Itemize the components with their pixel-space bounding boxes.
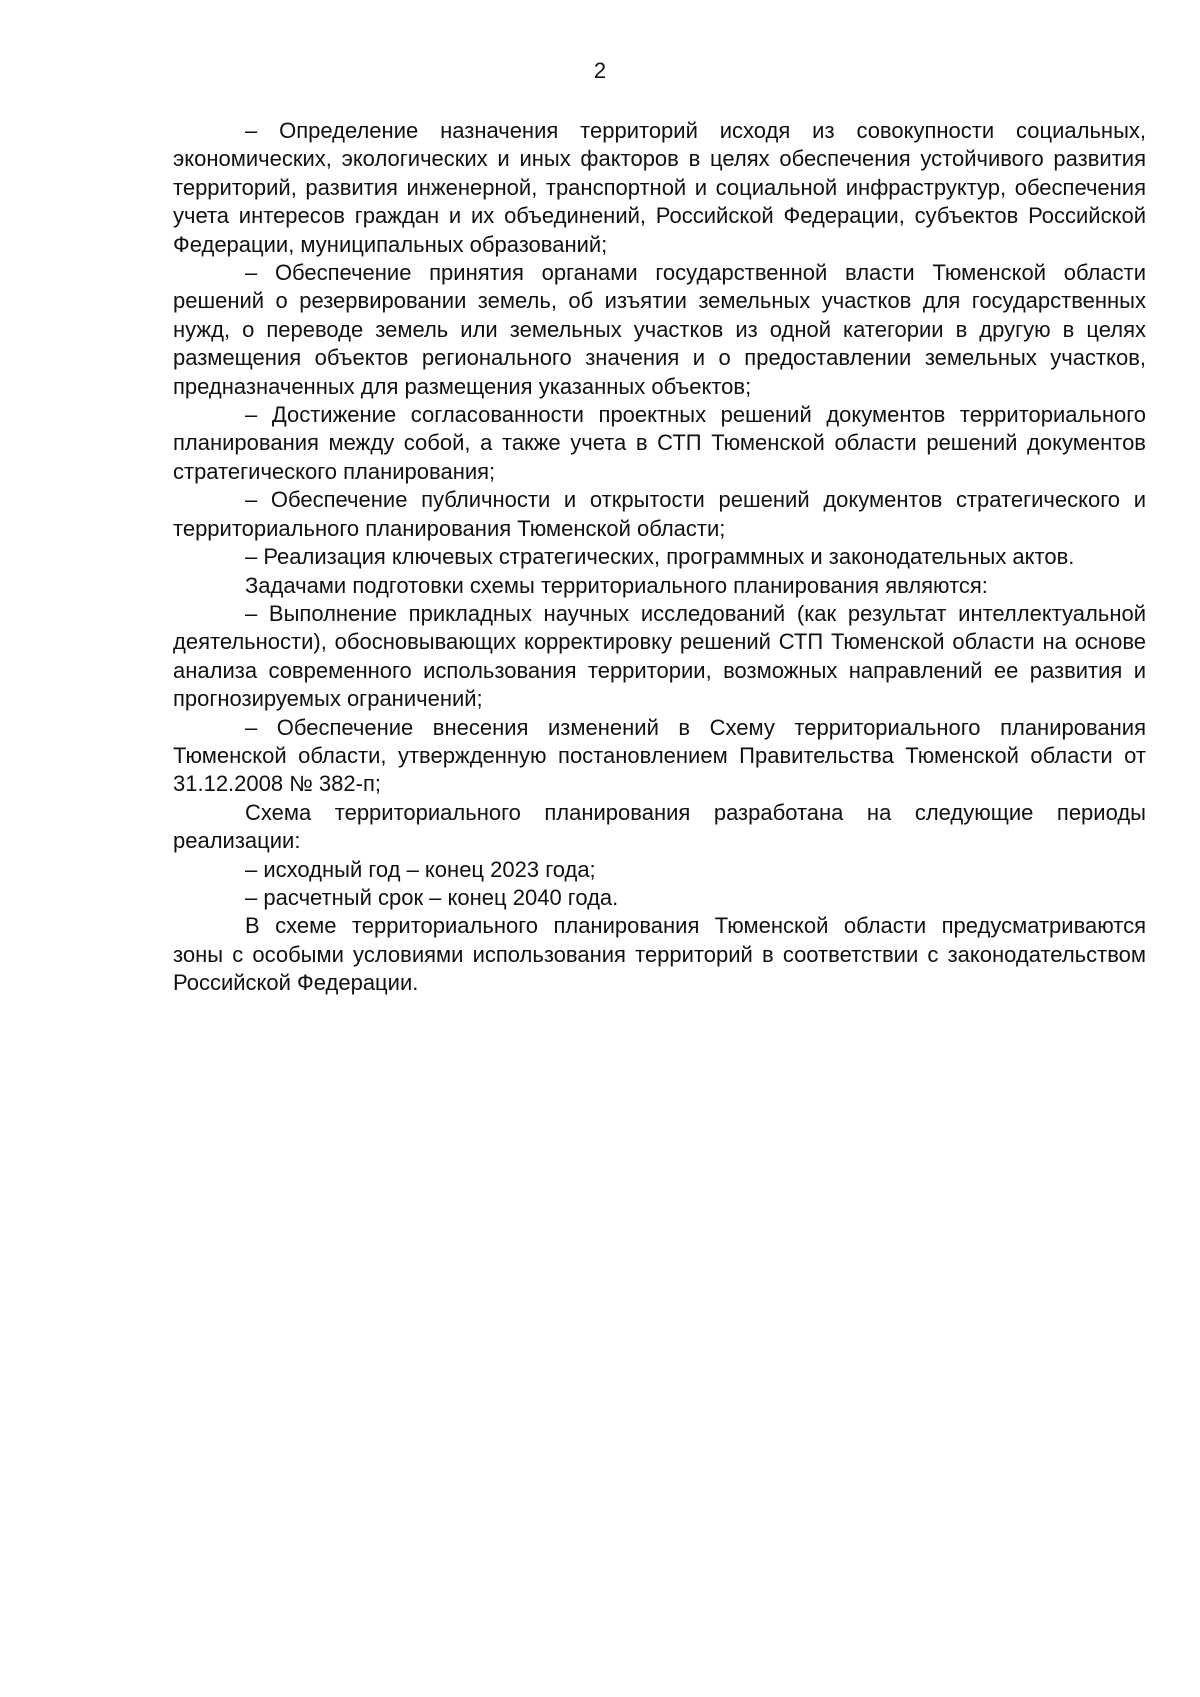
paragraph-base-year: – исходный год – конец 2023 года; [245,856,596,882]
paragraph-special-zones: В схеме территориального планирования Тюменской области предусматриваются зоны с особыми условиями использования территорий в соответствии с законодательством Российской Федерации. [173,913,1146,996]
paragraph-amendments: – Обеспечение внесения изменений в Схему территориального планирования Тюменской области, утвержденную постановлением Правительства Тюменской области от 31.12.2008 № 382-п; [173,714,1146,797]
paragraph-target-period: – расчетный срок – конец 2040 года. [245,884,619,910]
paragraph-consistency: – Достижение согласованности проектных решений документов территориального планирования между собой, а также учета в СТП Тюменской области решений документов стратегического планирования; [173,402,1146,484]
paragraph-purpose-territory: – Определение назначения территорий исходя из совокупности социальных, экономических, экологических и иных факторов в целях обеспечения устойчивого развития территорий, развития инженерной, транспортной и социальной инфраструктур, обеспечения учета интересов граждан и их объединений, Российской Федерации, субъектов Российской Федерации, муниципальных образований; [173,118,1146,257]
paragraph-tasks-heading: Задачами подготовки схемы территориального планирования являются: [245,572,988,598]
paragraph-implementation: – Реализация ключевых стратегических, программных и законодательных актов. [245,544,1075,570]
document-body [173,117,1146,998]
page-number: 2 [593,58,607,83]
paragraph-periods: Схема территориального планирования разработана на следующие периоды реализации: [173,799,1146,854]
paragraph-research: – Выполнение прикладных научных исследований (как результат интеллектуальной деятельности), обосновывающих корректировку решений СТП Тюменской области на основе анализа современного использования территории, возможных направлений ее развития и прогнозируемых ограничений; [173,600,1146,712]
paragraph-land-reservation: – Обеспечение принятия органами государственной власти Тюменской области решений о резервировании земель, об изъятии земельных участков для государственных нужд, о переводе земель или земельных участков из одной категории в другую в целях размещения объектов регионального значения и о предоставлении земельных участков, предназначенных для размещения указанных объектов; [173,260,1146,399]
paragraph-publicity: – Обеспечение публичности и открытости решений документов стратегического и территориального планирования Тюменской области; [173,487,1146,541]
